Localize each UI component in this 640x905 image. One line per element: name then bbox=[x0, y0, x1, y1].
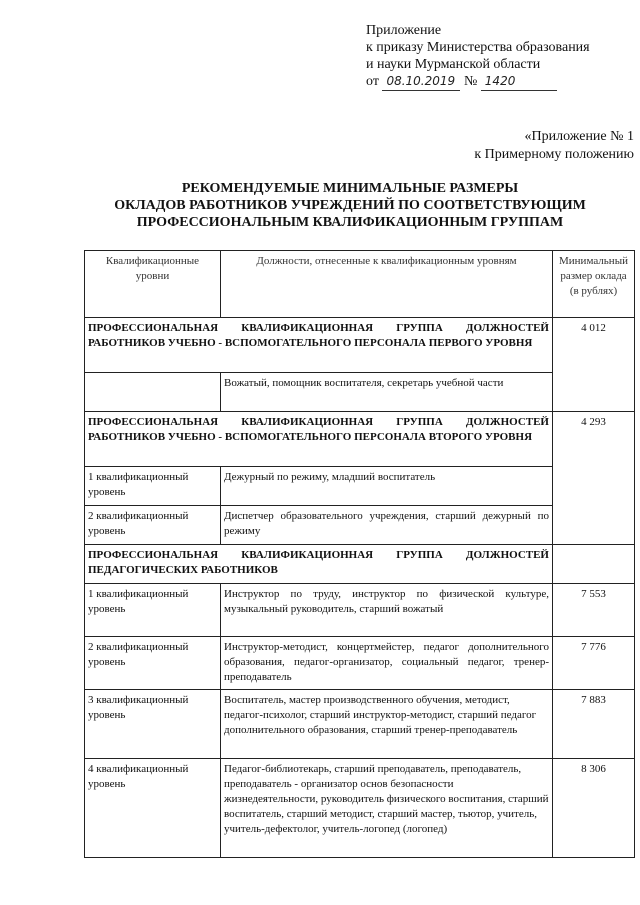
level-cell bbox=[85, 373, 221, 412]
table-row bbox=[85, 637, 635, 690]
table-header-row bbox=[85, 251, 635, 318]
positions-cell: Воспитатель, мастер производственного обучения, методист, педагог-психолог, старший инструктор-методист, старший педагог дополнительного образования, старший тренер-преподаватель bbox=[221, 690, 553, 759]
title-line-1: РЕКОМЕНДУЕМЫЕ МИНИМАЛЬНЫЕ РАЗМЕРЫ bbox=[181, 181, 519, 196]
table-row bbox=[85, 506, 635, 545]
group-salary-empty bbox=[553, 545, 635, 584]
appendix-reference bbox=[474, 128, 634, 164]
level-cell: 2 квалификационный уровень bbox=[85, 637, 221, 690]
positions-cell: Диспетчер образовательного учреждения, старший дежурный по режиму bbox=[221, 506, 553, 545]
group-row bbox=[85, 545, 635, 584]
positions-cell: Инструктор-методист, концертмейстер, педагог дополнительного образования, педагог-организатор, социальный педагог, тренер-преподаватель bbox=[221, 637, 553, 690]
table-row bbox=[85, 584, 635, 637]
handwritten-date: 08.10.2019 bbox=[382, 73, 460, 91]
order-line: к приказу Министерства образования bbox=[366, 40, 590, 55]
positions-cell: Педагог-библиотекарь, старший преподаватель, преподаватель, преподаватель - организатор основ безопасности жизнедеятельности, руководитель физического воспитания, старший воспитатель, старший методист, старший мастер, тьютор, учитель, учитель-дефектолог, учитель-логопед (логопед) bbox=[221, 759, 553, 858]
title-line-2: ОКЛАДОВ РАБОТНИКОВ УЧРЕЖДЕНИЙ ПО СООТВЕТСТВУЮЩИМ bbox=[114, 198, 586, 213]
group-salary: 4 012 bbox=[553, 318, 635, 412]
table-row bbox=[85, 467, 635, 506]
handwritten-number: 1420 bbox=[481, 73, 557, 91]
salary-cell: 7 553 bbox=[553, 584, 635, 637]
appendix-regulation: к Примерному положению bbox=[474, 147, 634, 162]
order-reference bbox=[366, 22, 590, 91]
number-sign: № bbox=[463, 74, 478, 89]
document-title bbox=[70, 180, 630, 231]
group-row bbox=[85, 412, 635, 467]
salary-cell: 8 306 bbox=[553, 759, 635, 858]
group-row bbox=[85, 318, 635, 373]
table-row bbox=[85, 759, 635, 858]
appendix-label: Приложение bbox=[366, 23, 442, 38]
level-cell: 2 квалификационный уровень bbox=[85, 506, 221, 545]
header-salary: Минимальный размер оклада (в рублях) bbox=[553, 251, 635, 318]
header-levels: Квалификационные уровни bbox=[85, 251, 221, 318]
positions-cell: Инструктор по труду, инструктор по физической культуре, музыкальный руководитель, старший вожатый bbox=[221, 584, 553, 637]
appendix-number: «Приложение № 1 bbox=[524, 129, 634, 144]
level-cell: 4 квалификационный уровень bbox=[85, 759, 221, 858]
group-title: ПРОФЕССИОНАЛЬНАЯ КВАЛИФИКАЦИОННАЯ ГРУППА ДОЛЖНОСТЕЙ РАБОТНИКОВ УЧЕБНО - ВСПОМОГАТЕЛЬНОГО ПЕРСОНАЛА ВТОРОГО УРОВНЯ bbox=[85, 412, 553, 467]
table-row bbox=[85, 373, 635, 412]
positions-cell: Вожатый, помощник воспитателя, секретарь учебной части bbox=[221, 373, 553, 412]
level-cell: 1 квалификационный уровень bbox=[85, 584, 221, 637]
group-title: ПРОФЕССИОНАЛЬНАЯ КВАЛИФИКАЦИОННАЯ ГРУППА ДОЛЖНОСТЕЙ РАБОТНИКОВ УЧЕБНО - ВСПОМОГАТЕЛЬНОГО ПЕРСОНАЛА ПЕРВОГО УРОВНЯ bbox=[85, 318, 553, 373]
level-cell: 3 квалификационный уровень bbox=[85, 690, 221, 759]
date-number-line bbox=[366, 73, 590, 91]
salary-cell: 7 883 bbox=[553, 690, 635, 759]
group-salary: 4 293 bbox=[553, 412, 635, 545]
positions-cell: Дежурный по режиму, младший воспитатель bbox=[221, 467, 553, 506]
salary-table bbox=[84, 250, 635, 858]
from-prefix: от bbox=[366, 74, 379, 89]
salary-cell: 7 776 bbox=[553, 637, 635, 690]
header-positions: Должности, отнесенные к квалификационным уровням bbox=[221, 251, 553, 318]
group-title: ПРОФЕССИОНАЛЬНАЯ КВАЛИФИКАЦИОННАЯ ГРУППА ДОЛЖНОСТЕЙ ПЕДАГОГИЧЕСКИХ РАБОТНИКОВ bbox=[85, 545, 553, 584]
ministry-line: и науки Мурманской области bbox=[366, 57, 541, 72]
table-row bbox=[85, 690, 635, 759]
level-cell: 1 квалификационный уровень bbox=[85, 467, 221, 506]
title-line-3: ПРОФЕССИОНАЛЬНЫМ КВАЛИФИКАЦИОННЫМ ГРУППАМ bbox=[136, 215, 564, 230]
